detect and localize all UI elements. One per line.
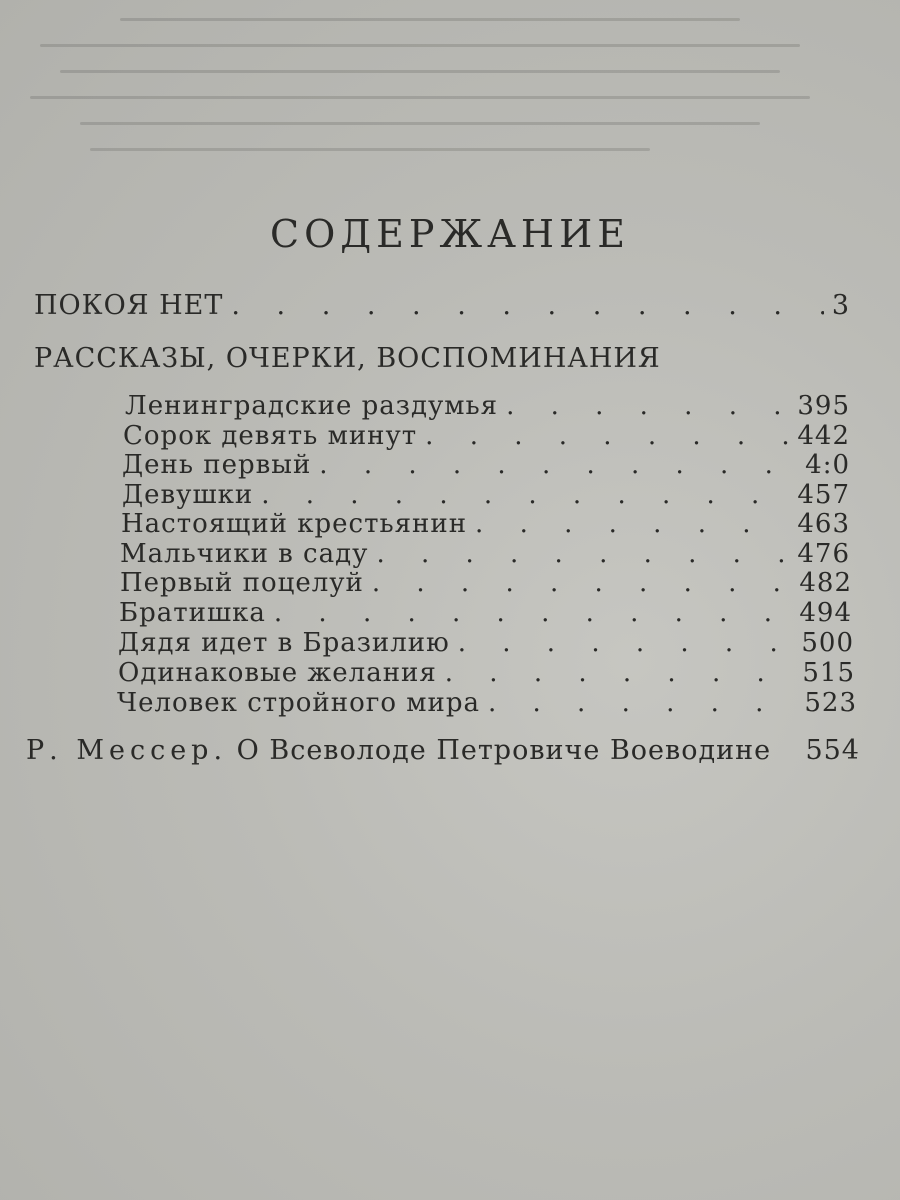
dot-leader (274, 598, 791, 628)
toc-entry-page: 500 (801, 628, 854, 658)
toc-title: СОДЕРЖАНИЕ (270, 212, 630, 256)
toc-subentry (121, 509, 850, 539)
toc-entry-title: ПОКОЯ НЕТ (34, 290, 224, 321)
toc-entry-title: Девушки (122, 480, 254, 510)
toc-subentry (117, 688, 857, 718)
toc-entry-page: 442 (797, 421, 850, 451)
toc-entry-title: Человек стройного мира (117, 688, 480, 718)
toc-entry-title: Братишка (119, 598, 266, 628)
toc-entry-page: 494 (799, 598, 852, 628)
toc-entry-page: 4:0 (805, 450, 850, 480)
dot-leader (319, 450, 797, 480)
toc-subentry (123, 421, 850, 451)
toc-entry-afterword (26, 735, 860, 766)
toc-entry-title: Сорок девять минут (123, 421, 418, 451)
toc-entry-title: День первый (122, 450, 312, 480)
toc-entry-page: 476 (797, 539, 850, 569)
toc-subentry (125, 391, 850, 421)
toc-entry-title: Дядя идет в Бразилию (118, 628, 450, 658)
toc-subentry (122, 450, 850, 480)
toc-entry-title: Одинаковые желания (118, 658, 437, 688)
dot-leader (458, 628, 794, 658)
toc-entry-main (34, 290, 850, 321)
toc-entry-page: 523 (804, 688, 857, 718)
toc-entry-title (26, 735, 771, 766)
dot-leader (475, 509, 789, 539)
dot-leader (231, 290, 823, 321)
toc-subentry (120, 568, 852, 598)
toc-subentry (120, 539, 850, 569)
dot-leader (261, 480, 789, 510)
afterword-title: О Всеволоде Петровиче Воеводине (236, 735, 772, 766)
toc-subentry (118, 658, 855, 688)
toc-subentry (118, 628, 854, 658)
toc-entry-page: 482 (799, 568, 852, 598)
dot-leader (376, 539, 789, 569)
toc-entry-page: 515 (802, 658, 855, 688)
toc-entry-page: 457 (797, 480, 850, 510)
toc-subentry (119, 598, 852, 628)
section-heading: РАССКАЗЫ, ОЧЕРКИ, ВОСПОМИНАНИЯ (34, 343, 661, 374)
dot-leader (506, 391, 789, 421)
toc-entry-page: 554 (805, 735, 860, 766)
dot-leader (445, 658, 795, 688)
toc-entry-page: 395 (797, 391, 850, 421)
afterword-author: Р. Мессер. (26, 735, 228, 766)
toc-entry-title: Первый поцелуй (120, 568, 364, 598)
toc-entry-title: Ленинградские раздумья (125, 391, 499, 421)
toc-entry-page: 3 (831, 290, 850, 321)
toc-entry-title: Мальчики в саду (120, 539, 369, 569)
toc-entry-title: Настоящий крестьянин (121, 509, 468, 539)
dot-leader (425, 421, 789, 451)
toc-subentry (122, 480, 850, 510)
dot-leader (372, 568, 791, 598)
dot-leader (488, 688, 796, 718)
toc-entry-page: 463 (797, 509, 850, 539)
